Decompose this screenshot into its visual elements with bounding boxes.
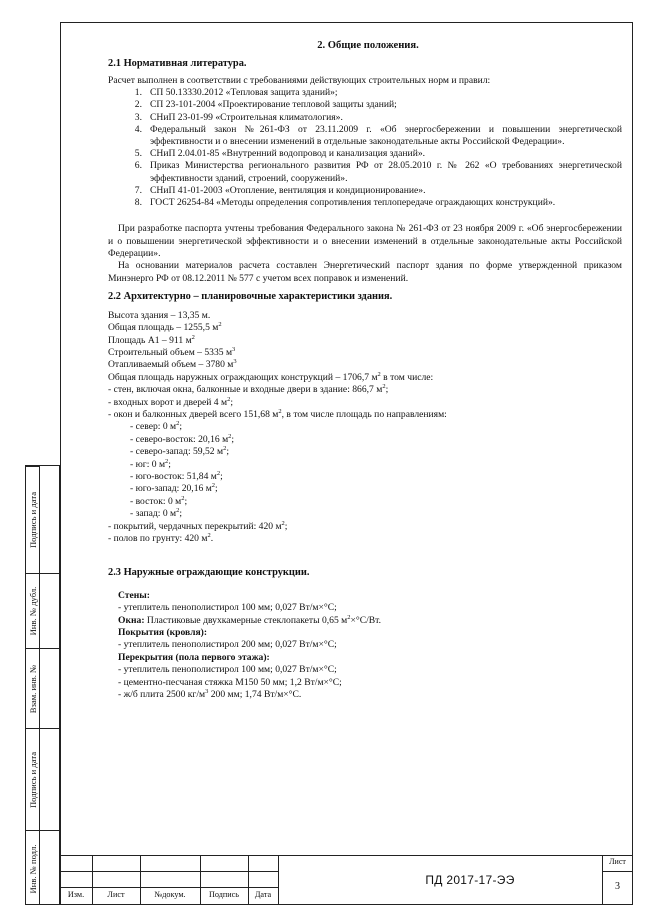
strip-cell-sign-date xyxy=(26,728,39,830)
literature-item xyxy=(108,124,622,148)
walls-heading: Стены: xyxy=(118,589,150,601)
literature-item-number: 6. xyxy=(134,160,142,172)
strip-cell-sign-date-top xyxy=(26,466,39,573)
envelope-area-total: Общая площадь наружных ограждающих конструкций – 1706,7 $м^2$ в том числе: xyxy=(108,370,434,383)
tb-data: Дата xyxy=(254,890,272,899)
gates-area: - входных ворот и дверей 4 $м^2$; xyxy=(108,395,233,408)
tb-ndok: №докум. xyxy=(154,890,186,899)
window-direction-item: - юго-восток: 51,84 $м^2$; xyxy=(130,469,223,482)
floors-area: - полов по грунту: 420 $м^2$. xyxy=(108,531,214,544)
title-block xyxy=(60,855,633,905)
building-volume: Строительный объем – 5335 $м^3$ xyxy=(108,345,236,358)
literature-item xyxy=(108,185,622,197)
literature-item-text: СП 23-101-2004 «Проектирование тепловой защиты зданий; xyxy=(150,99,397,111)
literature-item-number: 2. xyxy=(134,99,142,111)
literature-item xyxy=(108,87,622,99)
section-2-1-title: 2.1 Нормативная литература. xyxy=(108,58,247,70)
floor-slab: - ж/б плита 2500 $кг/м^3$ 200 мм; 1,74 Вт/м×°С. xyxy=(118,687,302,701)
literature-item-number: 8. xyxy=(134,197,142,209)
literature-item-number: 1. xyxy=(134,87,142,99)
sheet-number: 3 xyxy=(615,881,620,892)
window-direction-item: - север: 0 $м^2$; xyxy=(130,420,183,433)
literature-item xyxy=(108,197,622,209)
literature-item xyxy=(108,160,622,184)
walls-area: - стен, включая окна, балконные и входные двери в здание: 866,7 $м^2$; xyxy=(108,382,389,396)
roof-insulation: - утеплитель пенополистирол 200 мм; 0,027 Вт/м×°С; xyxy=(118,639,337,651)
floor-screed: - цементно-песчаная стяжка М150 50 мм; 1,2 Вт/м×°С; xyxy=(118,676,342,688)
literature-item-text: ГОСТ 26254-84 «Методы определения сопротивления теплопередаче ограждающих конструкций». xyxy=(150,197,556,209)
strip-label: Инв. № подл. xyxy=(27,844,38,893)
strip-label: Подпись и дата xyxy=(27,491,38,549)
strip-label: Взам. инв. № xyxy=(27,664,38,713)
literature-item-text: СНиП 2.04.01-85 «Внутренний водопровод и канализация зданий». xyxy=(150,148,426,160)
literature-item-text: СНиП 41-01-2003 «Отопление, вентиляция и кондиционирование». xyxy=(150,184,426,196)
literature-item xyxy=(108,99,622,111)
literature-item-text: Приказ Министерства регионального развития РФ от 28.05.2010 г. № 262 «О требованиях энергетической эффективности зданий, строений, сооружений». xyxy=(150,160,622,184)
roof-heading: Покрытия (кровля): xyxy=(118,627,208,639)
literature-item-number: 3. xyxy=(134,111,142,123)
strip-cell-inv-orig xyxy=(26,830,39,906)
floor-heading: Перекрытия (пола первого этажа): xyxy=(118,651,270,663)
window-direction-item: - юг: 0 $м^2$; xyxy=(130,457,171,470)
page-content xyxy=(108,40,622,701)
literature-item-number: 5. xyxy=(134,148,142,160)
literature-item-text: Федеральный закон №261-ФЗ от 23.11.2009 г. «Об энергосбережении и повышении энергетической эффективности и о внесении изменений в отдельные законодательные акты Российской Федерации». xyxy=(150,123,622,148)
literature-item-text: СНиП 23-01-99 «Строительная климатология». xyxy=(150,111,343,123)
left-stamp-strip xyxy=(25,465,60,905)
window-direction-item: - запад: 0 $м^2$; xyxy=(130,507,183,520)
envelope-structures xyxy=(108,590,622,702)
section-2-3-title: 2.3 Наружные ограждающие конструкции. xyxy=(108,567,310,579)
literature-item-text: СП 50.13330.2012 «Тепловая защита зданий»; xyxy=(150,87,338,99)
law-paragraph: При разработке паспорта учтены требования Федерального закона № 261-ФЗ от 23 ноября 2009 г. «Об энергосбережении и о повышении энергетической эффективности и о внесении изменений в отдельные законодательные акты Российской Федерации». xyxy=(108,223,622,260)
strip-label-column xyxy=(25,465,40,905)
windows-area: - окон и балконных дверей всего 151,68 $м^2$, в том числе площадь по направлениям: xyxy=(108,407,447,420)
window-direction-item: - юго-запад: 20,16 $м^2$; xyxy=(130,482,218,495)
literature-list xyxy=(108,87,622,209)
tb-podp: Подпись xyxy=(208,890,240,899)
total-area: Общая площадь – 1255,5 $м^2$ xyxy=(108,320,222,334)
area-a1: Площадь А1 – 911 $м^2$ xyxy=(108,333,195,346)
window-direction-item: - северо-запад: 59,52 $м^2$; xyxy=(130,444,229,458)
document-code: ПД 2017-17-ЭЭ xyxy=(425,873,515,887)
floor-insulation: - утеплитель пенополистирол 100 мм; 0,027 Вт/м×°С; xyxy=(118,664,337,676)
strip-value-column xyxy=(39,465,60,905)
heated-volume: Отапливаемый объем – 3780 $м^3$ xyxy=(108,358,237,371)
window-direction-item: - северо-восток: 20,16 $м^2$; xyxy=(130,432,235,445)
window-directions-list xyxy=(108,421,622,520)
strip-cell-vzam-inv xyxy=(26,648,39,728)
walls-insulation: - утеплитель пенополистирол 100 мм; 0,027 Вт/м×°С; xyxy=(118,602,337,614)
window-direction-item: - восток: 0 $м^2$; xyxy=(130,494,188,507)
building-height: Высота здания – 13,35 м. xyxy=(108,309,211,321)
literature-item-number: 4. xyxy=(134,123,142,135)
strip-label: Подпись и дата xyxy=(27,751,38,808)
tb-izm: Изм. xyxy=(67,890,85,899)
windows-spec: Окна: Пластиковые двухкамерные стеклопакеты 0,65 $м^2\times^\circ С/Вт$. xyxy=(118,613,382,626)
passport-paragraph: На основании материалов расчета составлен Энергетический паспорт здания по форме утвержденной приказом Минэнерго РФ от 08.12.2011 № 577 с учетом всех поправок и изменений. xyxy=(108,260,622,284)
tb-list: Лист xyxy=(107,890,125,899)
literature-item xyxy=(108,112,622,124)
literature-item-number: 7. xyxy=(134,184,142,196)
strip-label: Инв. № дубл. xyxy=(27,586,38,636)
section-2-2-title: 2.2 Архитектурно – планировочные характеристики здания. xyxy=(108,291,393,303)
roofs-area: - покрытий, чердачных перекрытий: 420 $м^2$; xyxy=(108,519,288,532)
sheet-label: Лист xyxy=(609,857,626,866)
strip-cell-inv-dup xyxy=(26,573,39,648)
main-section-title: 2. Общие положения. xyxy=(317,40,419,51)
literature-item xyxy=(108,148,622,160)
literature-intro: Расчет выполнен в соответствии с требованиями действующих строительных норм и правил: xyxy=(108,74,491,86)
